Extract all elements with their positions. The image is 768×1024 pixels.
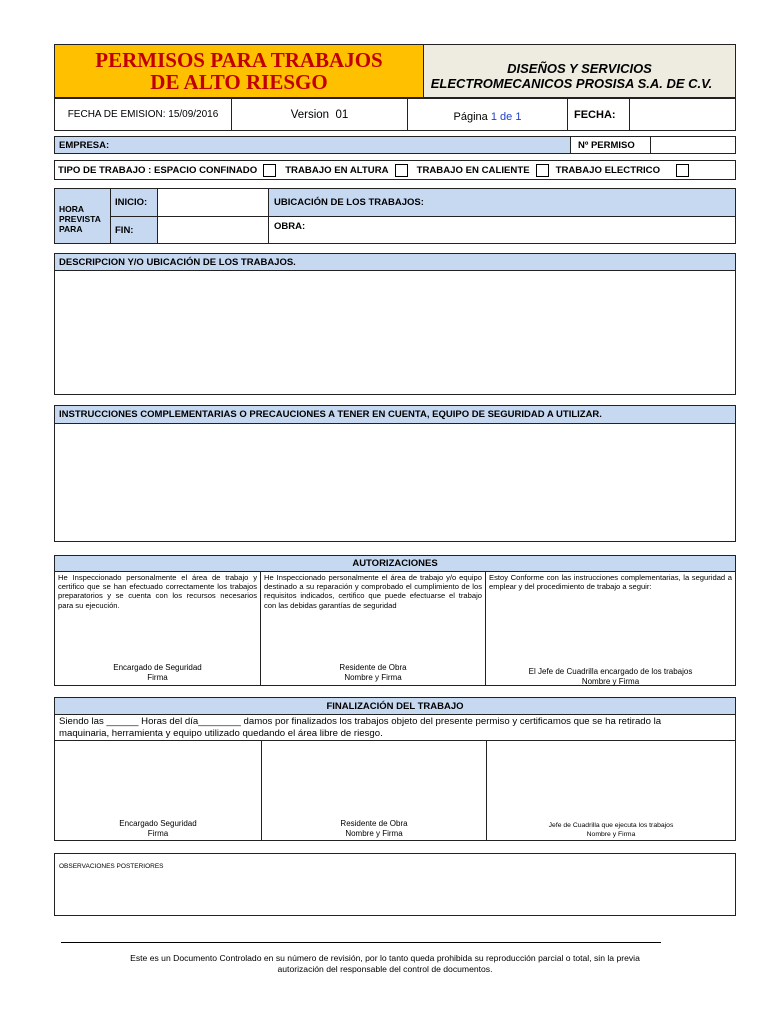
fin-label-cell: [110, 216, 158, 244]
tipo-option-label: ESPACIO CONFINADO: [153, 164, 258, 176]
signature-caption: Nombre y Firma: [581, 676, 640, 686]
fecha-label: FECHA:: [574, 108, 616, 121]
company-name-line2: ELECTROMECANICOS PROSISA S.A. DE C.V.: [430, 76, 713, 91]
finalizacion-text: [54, 714, 736, 741]
permiso-label: Nº PERMISO: [578, 139, 635, 151]
finalizacion-seguridad-signature: [55, 819, 261, 838]
finalizacion-text-line2: maquinaria, herramienta y equipo utilizado quedando el área libre de riesgo.: [59, 727, 383, 739]
tipo-trabajo-label: TIPO DE TRABAJO :: [58, 164, 152, 176]
fin-field[interactable]: [157, 216, 269, 244]
pagina-label: Página: [453, 110, 488, 123]
espacio-confinado-checkbox[interactable]: [263, 164, 276, 177]
finalizacion-jefe[interactable]: [486, 740, 736, 841]
version: [231, 98, 408, 131]
signature-role: Residente de Obra: [340, 819, 408, 828]
footer-line2: autorización del responsable del control de documentos.: [277, 963, 493, 974]
ubicacion-label: UBICACIÓN DE LOS TRABAJOS:: [274, 197, 424, 208]
footer-divider: [61, 942, 661, 943]
hora-prevista-label: [54, 188, 111, 244]
instrucciones-title: INSTRUCCIONES COMPLEMENTARIAS O PRECAUCIONES A TENER EN CUENTA, EQUIPO DE SEGURIDAD A UTILIZAR.: [59, 409, 602, 420]
observaciones-area[interactable]: [54, 853, 736, 916]
pagina: [407, 98, 568, 131]
fecha-emision: [54, 98, 232, 131]
version-text: Version 01: [290, 108, 349, 121]
signature-role: Encargado Seguridad: [119, 819, 197, 828]
finalizacion-jefe-signature: [487, 822, 735, 839]
trabajo-electrico-checkbox[interactable]: [676, 164, 689, 177]
pagina-de: de: [500, 110, 513, 123]
obra-label: OBRA:: [274, 221, 306, 232]
company-name-line1: DISEÑOS Y SERVICIOS: [507, 61, 652, 76]
form-title-line2: DE ALTO RIESGO: [150, 70, 328, 94]
permiso-label-cell: [570, 136, 651, 154]
finalizacion-seguridad[interactable]: [54, 740, 262, 841]
fin-label: FIN:: [115, 224, 134, 236]
finalizacion-text-line1: Siendo las ______ Horas del día________ damos por finalizados los trabajos objeto del presente permiso y certificamos que se ha retirado la: [59, 716, 662, 727]
signature-role: Encargado de Seguridad: [113, 663, 202, 672]
autorizacion-residente-signature: [261, 663, 485, 682]
signature-caption: Firma: [147, 828, 169, 838]
observaciones-title: OBSERVACIONES POSTERIORES: [59, 863, 164, 870]
autorizaciones-title: AUTORIZACIONES: [352, 558, 438, 569]
hora-prevista-text: HORA PREVISTA PARA: [59, 204, 101, 234]
inicio-label: INICIO:: [115, 197, 148, 208]
autorizaciones-header: [54, 555, 736, 572]
autorizacion-seguridad-signature: [55, 663, 260, 682]
inicio-label-cell: [110, 188, 158, 217]
signature-caption: Nombre y Firma: [586, 830, 636, 838]
instrucciones-header: [54, 405, 736, 424]
fecha-field[interactable]: [629, 98, 736, 131]
autorizacion-seguridad[interactable]: [54, 571, 261, 686]
autorizacion-residente-text: He Inspeccionado personalmente el área de trabajo y/o equipo destinado a su reparación y comprobado el cumplimiento de los requisitos indicados, certifico que puede efectuarse el trabajo con las debidas garantías de seguridad: [264, 573, 482, 610]
signature-role: Jefe de Cuadrilla que ejecuta los trabajos: [548, 822, 674, 829]
fecha-label-cell: [567, 98, 630, 131]
footer-note: [40, 953, 730, 974]
autorizacion-jefe-text: Estoy Conforme con las instrucciones complementarias, la seguridad a emplear y del procedimiento de trabajo a seguir:: [489, 573, 732, 592]
form-title: [54, 44, 424, 98]
tipo-option-label: TRABAJO ELECTRICO: [555, 164, 661, 176]
signature-caption: Nombre y Firma: [345, 828, 403, 838]
signature-role: Residente de Obra: [339, 663, 407, 672]
inicio-field[interactable]: [157, 188, 269, 217]
descripcion-title: DESCRIPCION Y/O UBICACIÓN DE LOS TRABAJOS.: [59, 256, 296, 268]
finalizacion-residente-signature: [262, 819, 486, 838]
pagina-num: 1: [490, 110, 497, 123]
signature-caption: Firma: [147, 672, 168, 682]
tipo-option-label: TRABAJO EN CALIENTE: [416, 164, 530, 176]
instrucciones-area[interactable]: [54, 423, 736, 542]
signature-caption: Nombre y Firma: [344, 672, 402, 682]
permiso-field[interactable]: [650, 136, 736, 154]
finalizacion-title: FINALIZACIÓN DEL TRABAJO: [326, 700, 464, 712]
footer-line1: Este es un Documento Controlado en su número de revisión, por lo tanto queda prohibida su reproducción parcial o total, sin la previa: [130, 953, 640, 963]
trabajo-altura-checkbox[interactable]: [395, 164, 408, 177]
tipo-trabajo-row: [54, 160, 736, 180]
autorizacion-jefe[interactable]: [485, 571, 736, 686]
empresa-label: EMPRESA:: [59, 139, 110, 151]
trabajo-caliente-checkbox[interactable]: [536, 164, 549, 177]
autorizacion-seguridad-text: He Inspeccionado personalmente el área de trabajo y certifico que se han efectuado correctamente los trabajos preparatorios y se cuenta con los recursos necesarios para su ejecución.: [58, 573, 257, 610]
pagina-total: 1: [515, 110, 522, 123]
finalizacion-residente[interactable]: [261, 740, 487, 841]
obra-field[interactable]: [268, 216, 736, 244]
fecha-emision-text: FECHA DE EMISION: 15/09/2016: [67, 109, 219, 120]
autorizacion-residente[interactable]: [260, 571, 486, 686]
finalizacion-header: [54, 697, 736, 715]
descripcion-header: [54, 253, 736, 271]
tipo-option-label: TRABAJO EN ALTURA: [285, 164, 389, 176]
empresa-label-cell: [54, 136, 571, 154]
descripcion-area[interactable]: [54, 270, 736, 395]
company-name: [423, 44, 736, 98]
signature-role: El Jefe de Cuadrilla encargado de los trabajos: [528, 667, 693, 676]
ubicacion-label-cell[interactable]: [268, 188, 736, 217]
form-title-line1: PERMISOS PARA TRABAJOS: [95, 48, 383, 72]
autorizacion-jefe-signature: [486, 667, 735, 686]
